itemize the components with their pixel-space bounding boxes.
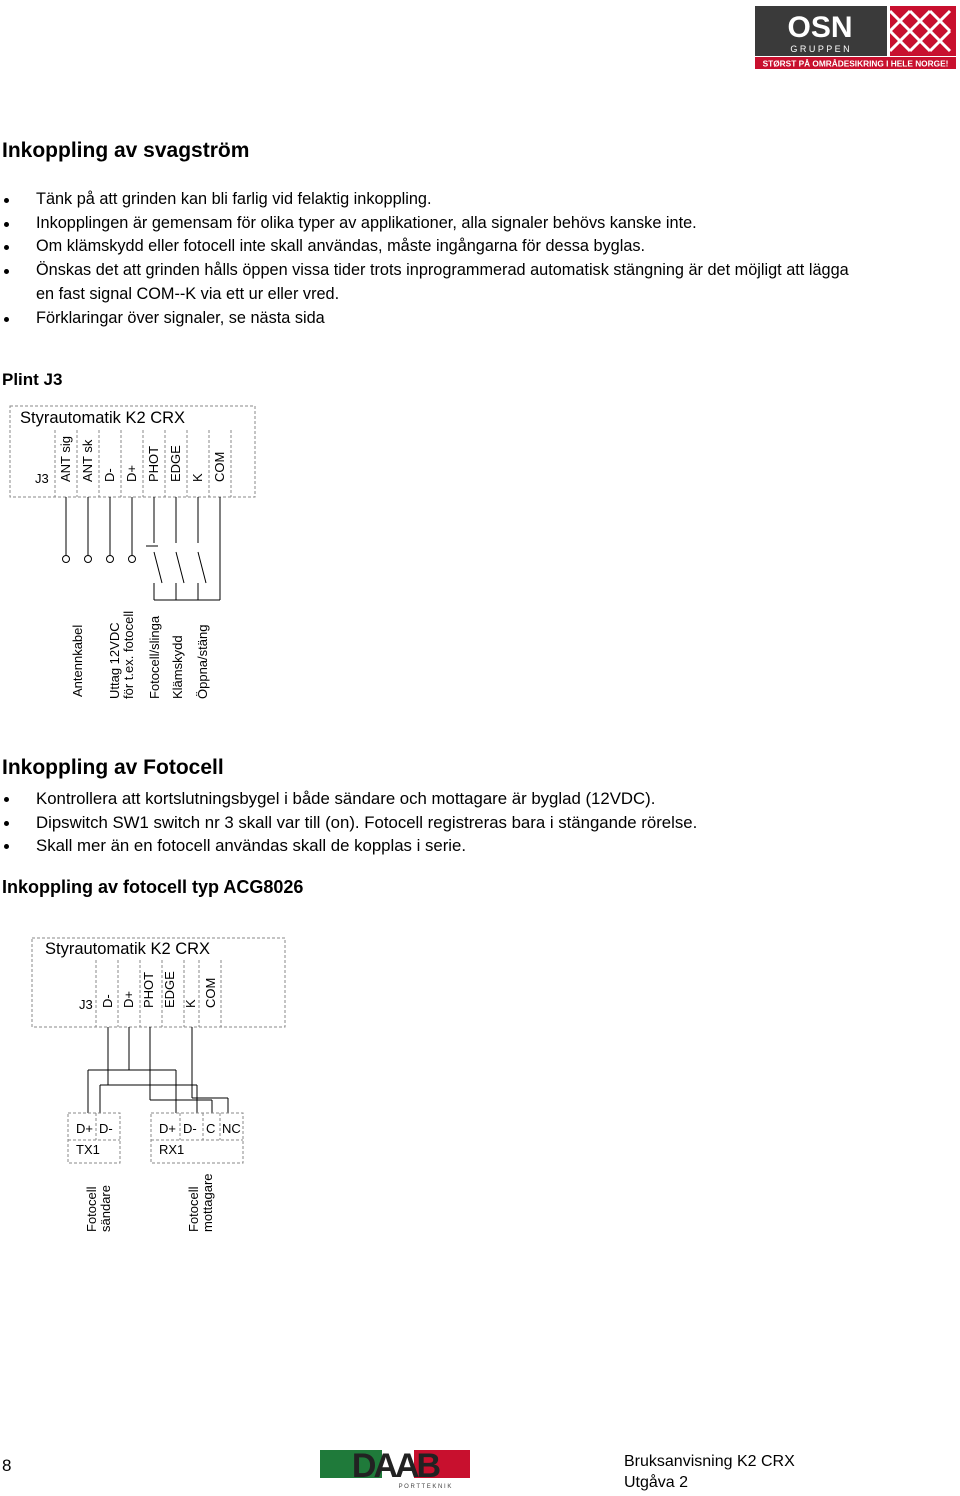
diagram2-label: Inkoppling av fotocell typ ACG8026: [2, 877, 304, 897]
diagram1: [0, 395, 300, 715]
d2-terminal-d-plus: D+: [121, 991, 136, 1008]
diagram1-box-title: Styrautomatik K2 CRX: [20, 409, 186, 427]
doc-title: Bruksanvisning K2 CRX: [624, 1453, 795, 1470]
osn-logo-sub: G R U P P E N: [790, 44, 850, 54]
diagram1-terminal-label: J3: [35, 471, 49, 486]
section2-bullets: [2, 787, 862, 858]
list-item: Om klämskydd eller fotocell inte skall användas, måste ingångarna för dessa byglas.: [2, 235, 862, 259]
list-item: Skall mer än en fotocell användas skall de kopplas i serie.: [2, 834, 862, 858]
rx-desc-2: mottagare: [200, 1173, 215, 1232]
list-item: Önskas det att grinden hålls öppen vissa tider trots inprogrammerad automatisk stängning är det möjligt att lägga en fast signal COM--K via ett ur eller vred.: [2, 259, 862, 306]
diagram2-wires: [88, 1027, 228, 1113]
d1-terminal-edge: EDGE: [168, 445, 183, 482]
d1-terminal-k: K: [190, 473, 205, 482]
d1-terminal-phot: PHOT: [146, 445, 161, 482]
footer-doc-info: [624, 1451, 795, 1493]
section2-title: Inkoppling av Fotocell: [2, 756, 224, 779]
rx-terminal-d-minus: D-: [183, 1121, 197, 1136]
d1-desc-uttag: Uttag 12VDC: [107, 622, 122, 699]
diagram1-wires: [66, 497, 220, 600]
d1-terminal-ant-sk: ANT sk: [80, 439, 95, 482]
d1-terminal-com: COM: [212, 451, 227, 482]
d1-desc-fotocell: Fotocell/slinga: [147, 615, 162, 699]
page-number: 8: [2, 1456, 12, 1475]
tx-terminal-d-minus: D-: [99, 1121, 113, 1136]
rx-name: RX1: [159, 1142, 185, 1157]
tx-name: TX1: [76, 1142, 100, 1157]
section1-bullets: [2, 188, 862, 330]
d1-terminal-d-plus: D+: [124, 465, 139, 482]
daab-logo-name: DAAB: [351, 1447, 439, 1485]
d1-terminal-d-minus: D-: [102, 468, 117, 482]
diagram2: [0, 925, 300, 1245]
d1-terminal-ant-sig: ANT sig: [58, 436, 73, 482]
osn-logo-name: OSN: [787, 11, 853, 44]
diagram1-label: Plint J3: [2, 370, 63, 389]
list-item: Tänk på att grinden kan bli farlig vid felaktig inkoppling.: [2, 188, 862, 212]
rx-terminal-nc: NC: [222, 1121, 241, 1136]
list-item: Inkopplingen är gemensam för olika typer av applikationer, alla signaler behövs kanske inte.: [2, 212, 862, 236]
rx-desc-1: Fotocell: [186, 1186, 201, 1232]
tx-desc-1: Fotocell: [84, 1186, 99, 1232]
osn-logo: [752, 3, 958, 70]
osn-logo-tagline: STØRST PÅ OMRÅDESIKRING I HELE NORGE!: [762, 58, 949, 69]
d2-terminal-k: K: [183, 999, 198, 1008]
list-item: Dipswitch SW1 switch nr 3 skall var till (on). Fotocell registreras bara i stängande rörelse.: [2, 811, 862, 835]
d2-terminal-d-minus: D-: [100, 994, 115, 1008]
tx-desc-2: sändare: [98, 1185, 113, 1232]
diagram2-box-title: Styrautomatik K2 CRX: [45, 940, 211, 958]
d1-desc-oppna: Öppna/stäng: [195, 624, 210, 699]
doc-edition: Utgåva 2: [624, 1474, 689, 1491]
rx-terminal-c: C: [206, 1121, 216, 1136]
d1-desc-klamskydd: Klämskydd: [170, 635, 185, 699]
daab-logo: [320, 1445, 470, 1491]
d1-desc-uttag-2: för t.ex. fotocell: [121, 610, 136, 699]
rx-terminal-d-plus: D+: [159, 1121, 176, 1136]
tx-terminal-d-plus: D+: [76, 1121, 93, 1136]
d1-desc-antennkabel: Antennkabel: [70, 624, 85, 697]
d2-terminal-edge: EDGE: [162, 971, 177, 1008]
diagram2-terminal-label: J3: [79, 997, 93, 1012]
d2-terminal-phot: PHOT: [141, 971, 156, 1008]
section1-title: Inkoppling av svagström: [2, 139, 250, 162]
d2-terminal-com: COM: [203, 977, 218, 1008]
list-item: Förklaringar över signaler, se nästa sida: [2, 307, 862, 331]
list-item: Kontrollera att kortslutningsbygel i både sändare och mottagare är byglad (12VDC).: [2, 787, 862, 811]
daab-logo-sub: P O R T T E K N I K: [398, 1484, 452, 1490]
